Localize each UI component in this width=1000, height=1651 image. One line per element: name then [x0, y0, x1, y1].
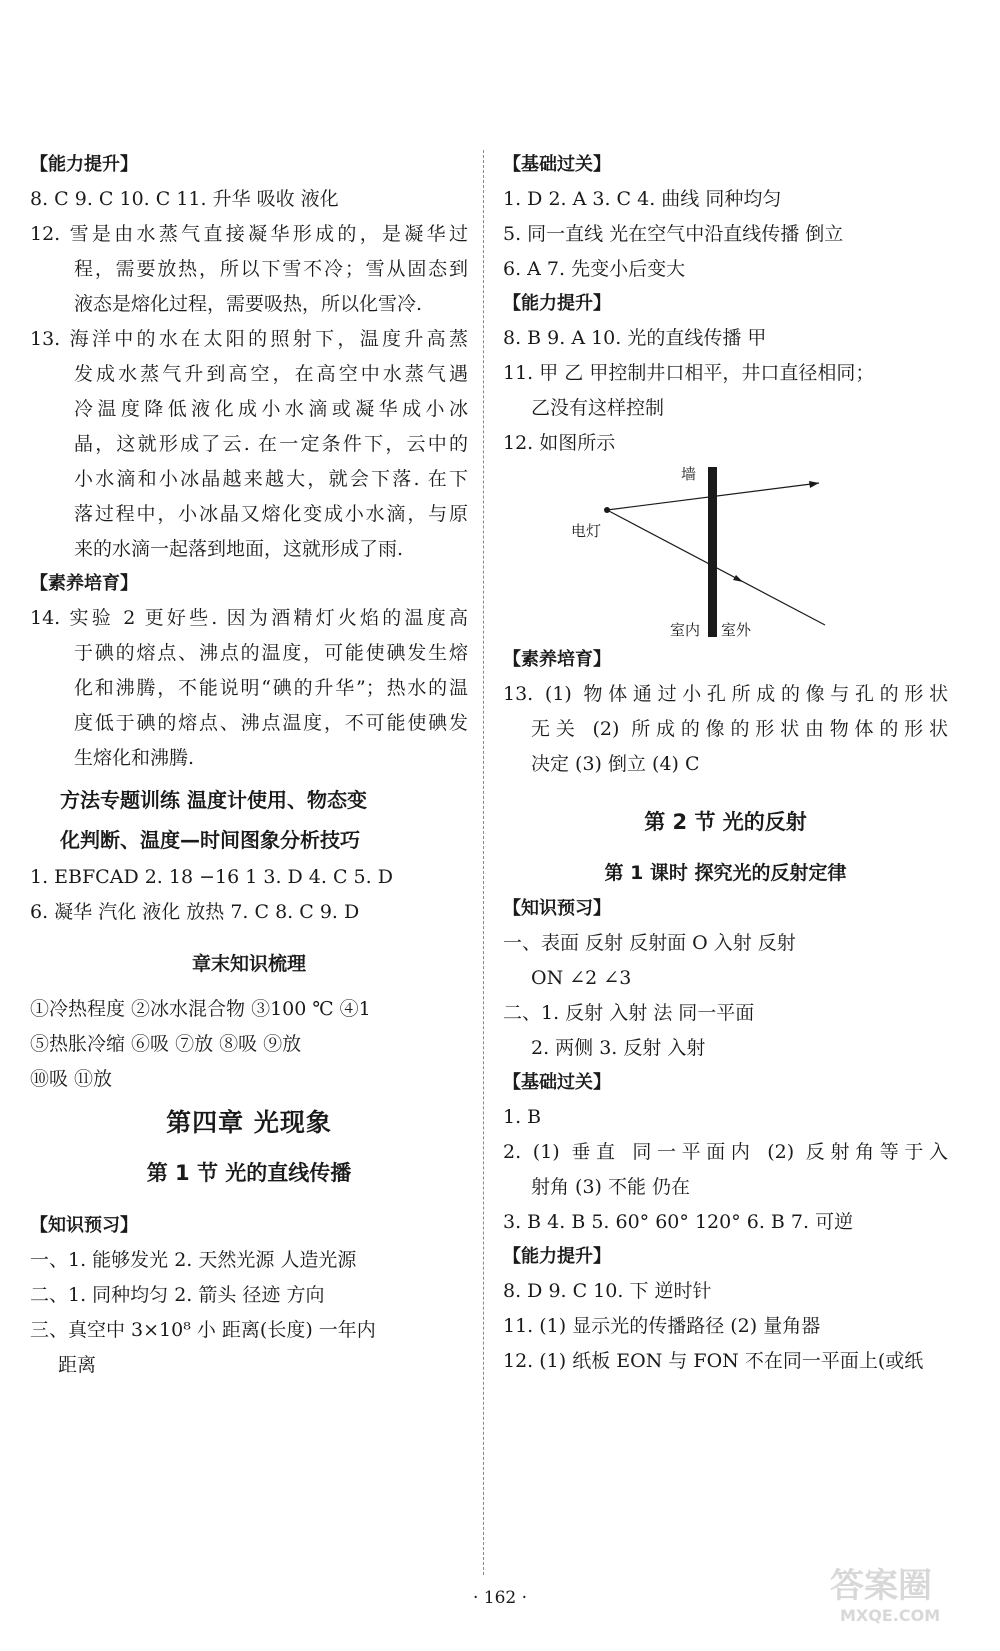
- answer-line: 距离: [58, 1354, 97, 1376]
- answer-line: 3. B 4. B 5. 60° 60° 120° 6. B 7. 可逆: [503, 1211, 854, 1233]
- answer-line: 三、真空中 3×10⁸ 小 距离(长度) 一年内: [30, 1319, 376, 1341]
- lower-arrowhead: [733, 575, 743, 582]
- left-column: [30, 148, 468, 1383]
- section-title: 第 1 节 光的直线传播: [146, 1161, 352, 1185]
- answer-line: 8. C 9. C 10. C 11. 升华 吸收 液化: [30, 188, 339, 210]
- chapter-title: 第四章 光现象: [166, 1108, 332, 1137]
- heading-basic: 【基础过关】: [503, 1072, 611, 1093]
- heading-preview: 【知识预习】: [503, 898, 611, 919]
- answer-line: 来的水滴一起落到地面，这就形成了雨.: [74, 538, 404, 560]
- watermark-logo: [822, 1559, 972, 1629]
- wall-label: 墙: [681, 465, 697, 483]
- answer-line: 冷温度降低液化成小水滴或凝华成小冰: [74, 398, 468, 420]
- upper-arrowhead: [809, 481, 819, 488]
- heading-literacy: 【素养培育】: [503, 649, 611, 670]
- answer-line: 于碘的熔点、沸点的温度，可能使碘发生熔: [74, 642, 468, 664]
- watermark-url: MXQE.COM: [840, 1606, 941, 1625]
- heading-ability: 【能力提升】: [30, 154, 138, 175]
- answer-line: 晶，这就形成了云. 在一定条件下，云中的: [74, 433, 468, 455]
- watermark-text: 答案圈: [830, 1566, 932, 1606]
- answer-line: 化和沸腾，不能说明“碘的升华”；热水的温: [74, 677, 468, 699]
- outdoor-label: 室外: [721, 621, 752, 639]
- answer-line: 二、1. 反射 入射 法 同一平面: [503, 1002, 755, 1024]
- answer-line: ⑩吸 ⑪放: [30, 1068, 113, 1090]
- answer-line: 2. 两侧 3. 反射 入射: [531, 1037, 706, 1059]
- answer-line: 12. 雪是由水蒸气直接凝华形成的，是凝华过: [30, 223, 468, 245]
- answer-line: 程，需要放热，所以下雪不冷；雪从固态到: [74, 258, 468, 280]
- wall-bar: [708, 467, 717, 637]
- answer-line: 无关 (2) 所成的像的形状由物体的形状: [531, 718, 948, 740]
- answer-line: 射角 (3) 不能 仍在: [531, 1176, 691, 1198]
- heading-ability: 【能力提升】: [503, 293, 611, 314]
- section-title: 第 2 节 光的反射: [644, 810, 807, 834]
- page-number: · 162 ·: [472, 1588, 528, 1608]
- answer-line: 二、1. 同种均匀 2. 箭头 径迹 方向: [30, 1284, 325, 1306]
- answer-line: 生熔化和沸腾.: [74, 747, 195, 769]
- answer-line: 13. 海洋中的水在太阳的照射下，温度升高蒸: [30, 328, 468, 350]
- answer-line: 一、表面 反射 反射面 O 入射 反射: [503, 932, 796, 954]
- heading-ability: 【能力提升】: [503, 1246, 611, 1267]
- answer-line: 决定 (3) 倒立 (4) C: [531, 753, 700, 775]
- answer-line: 12. 如图所示: [503, 432, 616, 454]
- indoor-label: 室内: [670, 621, 701, 639]
- heading-literacy: 【素养培育】: [30, 573, 138, 594]
- answer-line: 12. (1) 纸板 EON 与 FON 不在同一平面上(或纸: [503, 1350, 924, 1372]
- answer-line: 14. 实验 2 更好些. 因为酒精灯火焰的温度高: [30, 607, 468, 629]
- method-title: 化判断、温度—时间图象分析技巧: [60, 828, 360, 852]
- heading-preview: 【知识预习】: [30, 1215, 138, 1236]
- answer-line: 一、1. 能够发光 2. 天然光源 人造光源: [30, 1249, 357, 1271]
- answer-line: 8. B 9. A 10. 光的直线传播 甲: [503, 327, 767, 349]
- heading-basic: 【基础过关】: [503, 154, 611, 175]
- answer-line: 6. 凝华 汽化 液化 放热 7. C 8. C 9. D: [30, 901, 360, 923]
- answer-line: 乙没有这样控制: [531, 397, 665, 419]
- right-column: [503, 148, 948, 1379]
- chapter-review-title: 章末知识梳理: [191, 953, 306, 975]
- answer-line: 13. (1) 物体通过小孔所成的像与孔的形状: [503, 683, 948, 705]
- method-title: 方法专题训练 温度计使用、物态变: [60, 788, 367, 812]
- answer-line: 落过程中，小冰晶又熔化变成小水滴，与原: [74, 503, 468, 525]
- answer-line: 11. (1) 显示光的传播路径 (2) 量角器: [503, 1315, 821, 1337]
- answer-line: 发成水蒸气升到高空，在高空中水蒸气遇: [74, 363, 468, 385]
- lesson-title: 第 1 课时 探究光的反射定律: [604, 862, 847, 884]
- answer-line: 5. 同一直线 光在空气中沿直线传播 倒立: [503, 223, 844, 245]
- answer-line: 小水滴和小冰晶越来越大，就会下落. 在下: [74, 468, 468, 490]
- answer-line: 1. EBFCAD 2. 18 −16 1 3. D 4. C 5. D: [30, 866, 393, 888]
- answer-line: 液态是熔化过程，需要吸热，所以化雪冷.: [74, 293, 423, 315]
- lamp-point: [604, 507, 610, 513]
- answer-line: 8. D 9. C 10. 下 逆时针: [503, 1280, 712, 1302]
- answer-line: 度低于碘的熔点、沸点温度，不可能使碘发: [74, 712, 468, 734]
- answer-line: 2. (1) 垂直 同一平面内 (2) 反射角等于入: [503, 1141, 948, 1163]
- answer-line: ON ∠2 ∠3: [531, 967, 632, 989]
- lamp-label: 电灯: [571, 522, 602, 540]
- column-divider: [483, 150, 484, 1575]
- answer-line: 1. D 2. A 3. C 4. 曲线 同种均匀: [503, 188, 782, 210]
- answer-line: ⑤热胀冷缩 ⑥吸 ⑦放 ⑧吸 ⑨放: [30, 1033, 302, 1055]
- light-wall-diagram: [571, 463, 843, 643]
- answer-line: 1. B: [503, 1106, 542, 1128]
- answer-line: ①冷热程度 ②冰水混合物 ③100 ℃ ④1: [30, 998, 371, 1020]
- answer-line: 6. A 7. 先变小后变大: [503, 258, 686, 280]
- answer-line: 11. 甲 乙 甲控制井口相平，井口直径相同；: [503, 362, 875, 384]
